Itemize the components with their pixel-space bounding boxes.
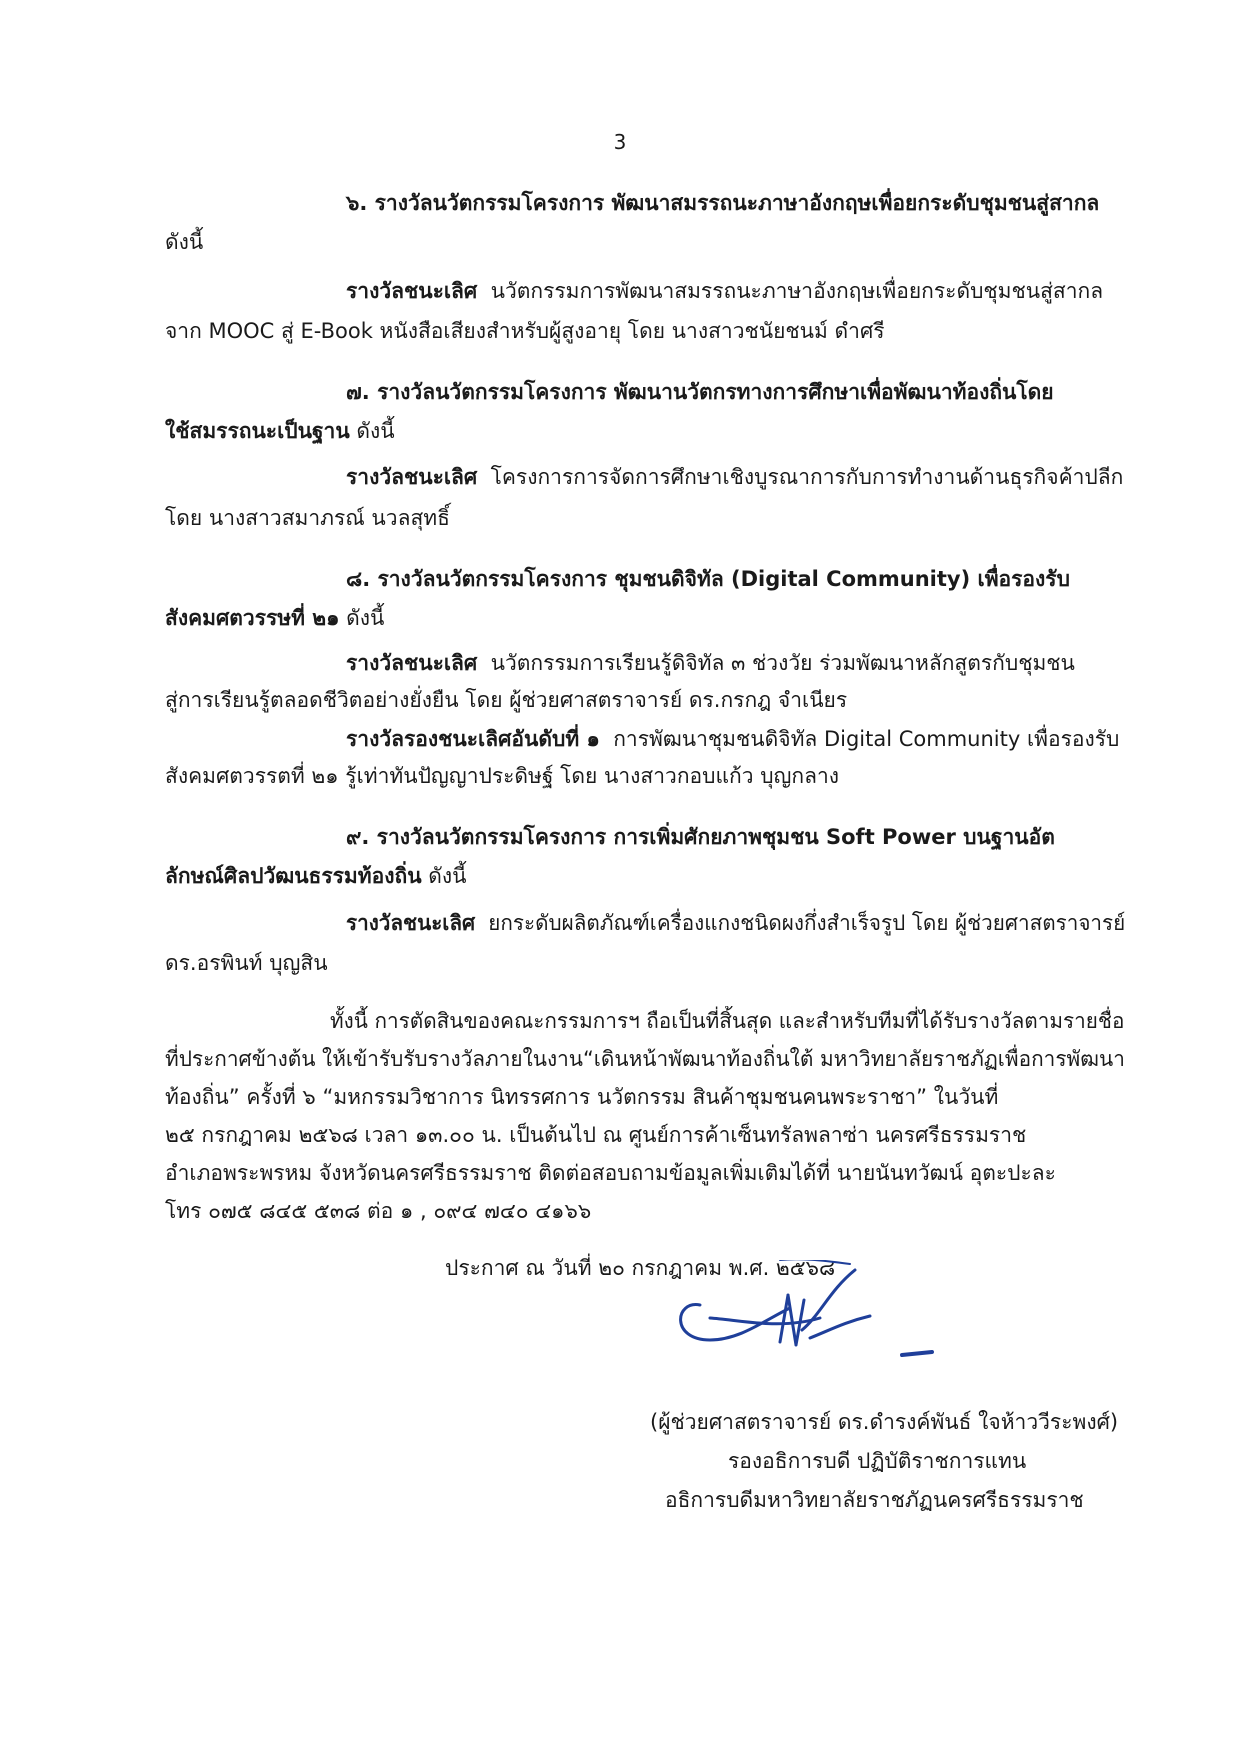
closing-line-3: ท้องถิ่น” ครั้งที่ ๖ “มหกรรมวิชาการ นิทรรศการ นวัตกรรม สินค้าชุมชนคนพระราชา” ในวันที่ [165, 1085, 999, 1109]
closing-line-4: ๒๕ กรกฎาคม ๒๕๖๘ เวลา ๑๓.๐๐ น. เป็นต้นไป ณ ศูนย์การค้าเซ็นทรัลพลาซ่า นครศรีธรรมราช [165, 1123, 1027, 1147]
heading-rest: ดังนี้ [356, 419, 395, 443]
closing-line-6: โทร ๐๗๕ ๘๔๕ ๕๓๘ ต่อ ๑ , ๐๙๔ ๗๔๐ ๔๑๖๖ [165, 1199, 592, 1223]
award-label: รางวัลชนะเลิศ [346, 911, 476, 935]
section-9-heading-line2 [165, 861, 467, 891]
announcement-date: ประกาศ ณ วันที่ ๒๐ กรกฎาคม พ.ศ. ๒๕๖๘ [445, 1256, 836, 1280]
heading-bold: สังคมศตวรรษที่ ๒๑ [165, 606, 340, 630]
section-8-heading-line1: ๘. รางวัลนวัตกรรมโครงการ ชุมชนดิจิทัล (Digital Community) เพื่อรองรับ [346, 567, 1070, 591]
section-8-runner-up-text-line2: สังคมศตวรรตที่ ๒๑ รู้เท่าทันปัญญาประดิษฐ์ โดย นางสาวกอบแก้ว บุญกลาง [165, 764, 840, 788]
section-6-heading-line1: ๖. รางวัลนวัตกรรมโครงการ พัฒนาสมรรถนะภาษาอังกฤษเพื่อยกระดับชุมชนสู่สากล [346, 191, 1100, 215]
award-label: รางวัลชนะเลิศ [346, 465, 478, 489]
section-8-heading-line2 [165, 603, 384, 633]
section-8-award-winner [346, 648, 1075, 678]
heading-bold: ใช้สมรรถนะเป็นฐาน [165, 419, 350, 443]
heading-rest: ดังนี้ [346, 606, 385, 630]
page-number: 3 [613, 130, 627, 154]
closing-line-1: ทั้งนี้ การตัดสินของคณะกรรมการฯ ถือเป็นที่สิ้นสุด และสำหรับทีมที่ได้รับรางวัลตามรายชื่อ [330, 1009, 1125, 1033]
award-text: นวัตกรรมการพัฒนาสมรรถนะภาษาอังกฤษเพื่อยกระดับชุมชนสู่สากล [490, 279, 1104, 303]
closing-line-2: ที่ประกาศข้างต้น ให้เข้ารับรับรางวัลภายในงาน“เดินหน้าพัฒนาท้องถิ่นใต้ มหาวิทยาลัยราชภัฏเพื่อการพัฒนา [165, 1047, 1125, 1071]
heading-bold: ลักษณ์ศิลปวัฒนธรรมท้องถิ่น [165, 864, 422, 888]
award-text: นวัตกรรมการเรียนรู้ดิจิทัล ๓ ช่วงวัย ร่วมพัฒนาหลักสูตรกับชุมชน [490, 651, 1075, 675]
signatory-position-line2: อธิการบดีมหาวิทยาลัยราชภัฏนครศรีธรรมราช [665, 1488, 1084, 1512]
award-label: รางวัลชนะเลิศ [346, 651, 478, 675]
award-label: รางวัลรองชนะเลิศอันดับที่ ๑ [346, 727, 600, 751]
signature-image [670, 1260, 940, 1370]
award-text: การพัฒนาชุมชนดิจิทัล Digital Community เพื่อรองรับ [613, 727, 1120, 751]
award-label: รางวัลชนะเลิศ [346, 279, 478, 303]
section-8-award-text-line2: สู่การเรียนรู้ตลอดชีวิตอย่างยั่งยืน โดย ผู้ช่วยศาสตราจารย์ ดร.กรกฎ จำเนียร [165, 688, 848, 712]
section-6-heading [346, 188, 1120, 218]
signatory-position-line1: รองอธิการบดี ปฏิบัติราชการแทน [728, 1449, 1027, 1473]
award-text: โครงการการจัดการศึกษาเชิงบูรณาการกับการทำงานด้านธุรกิจค้าปลีก [490, 465, 1124, 489]
heading-rest: ดังนี้ [428, 864, 467, 888]
section-6-award-winner [346, 276, 1120, 306]
section-7-heading-line1: ๗. รางวัลนวัตกรรมโครงการ พัฒนานวัตกรทางการศึกษาเพื่อพัฒนาท้องถิ่นโดย [346, 380, 1054, 404]
section-6-award-text-line2: จาก MOOC สู่ E-Book หนังสือเสียงสำหรับผู้สูงอายุ โดย นางสาวชนัยชนม์ ดำศรี [165, 319, 885, 343]
section-7-award-text-line2: โดย นางสาวสมาภรณ์ นวลสุทธิ์ [165, 506, 450, 530]
award-text: ยกระดับผลิตภัณฑ์เครื่องแกงชนิดผงกึ่งสำเร็จรูป โดย ผู้ช่วยศาสตราจารย์ [488, 911, 1126, 935]
section-9-heading-line1: ๙. รางวัลนวัตกรรมโครงการ การเพิ่มศักยภาพชุมชน Soft Power บนฐานอัต [346, 825, 1055, 849]
section-7-award-winner [346, 462, 1123, 492]
section-9-award-text-line2: ดร.อรพินท์ บุญสิน [165, 951, 328, 975]
section-9-award-winner [346, 908, 1125, 938]
section-8-award-runner-up [346, 724, 1119, 754]
signatory-name: (ผู้ช่วยศาสตราจารย์ ดร.ดำรงค์พันธ์ ใจห้าววีระพงศ์) [650, 1410, 1119, 1434]
closing-line-5: อำเภอพระพรหม จังหวัดนครศรีธรรมราช ติดต่อสอบถามข้อมูลเพิ่มเติมได้ที่ นายนันทวัฒน์ อุตะปะละ [165, 1161, 1056, 1185]
section-7-heading-line2 [165, 416, 395, 446]
section-6-heading-line2: ดังนี้ [165, 230, 204, 254]
